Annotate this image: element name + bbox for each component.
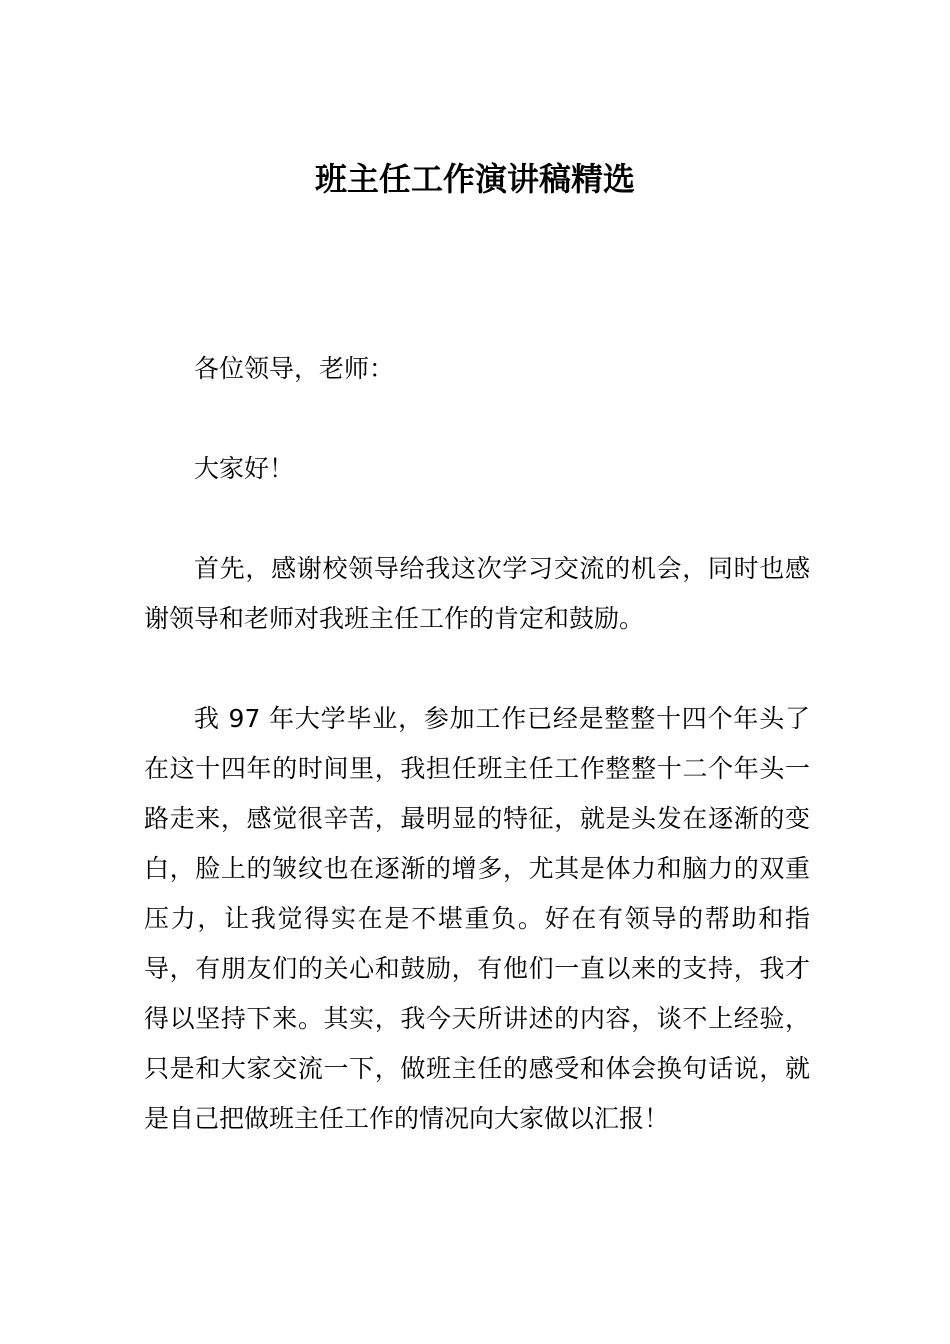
greeting-paragraph: 大家好！	[194, 454, 295, 483]
body-paragraph: 我 97 年大学毕业，参加工作已经是整整十四个年头了在这十四年的时间里，我担任班主任工作整整十二个年头一路走来，感觉很辛苦，最明显的特征，就是头发在逐渐的变白，脸上的皱纹也在逐渐的增多，尤其是体力和脑力的双重压力，让我觉得实在是不堪重负。好在有领导的帮助和指导，有朋友们的关心和鼓励，有他们一直以来的支持，我才得以坚持下来。其实，我今天所讲述的内容，谈不上经验，只是和大家交流一下，做班主任的感受和体会换句话说，就是自己把做班主任工作的情况向大家做以汇报！	[144, 704, 810, 1133]
salutation-paragraph: 各位领导，老师：	[194, 354, 395, 383]
thanks-paragraph: 首先，感谢校领导给我这次学习交流的机会，同时也感谢领导和老师对我班主任工作的肯定和鼓励。	[144, 554, 810, 633]
document-title: 班主任工作演讲稿精选	[314, 160, 635, 198]
